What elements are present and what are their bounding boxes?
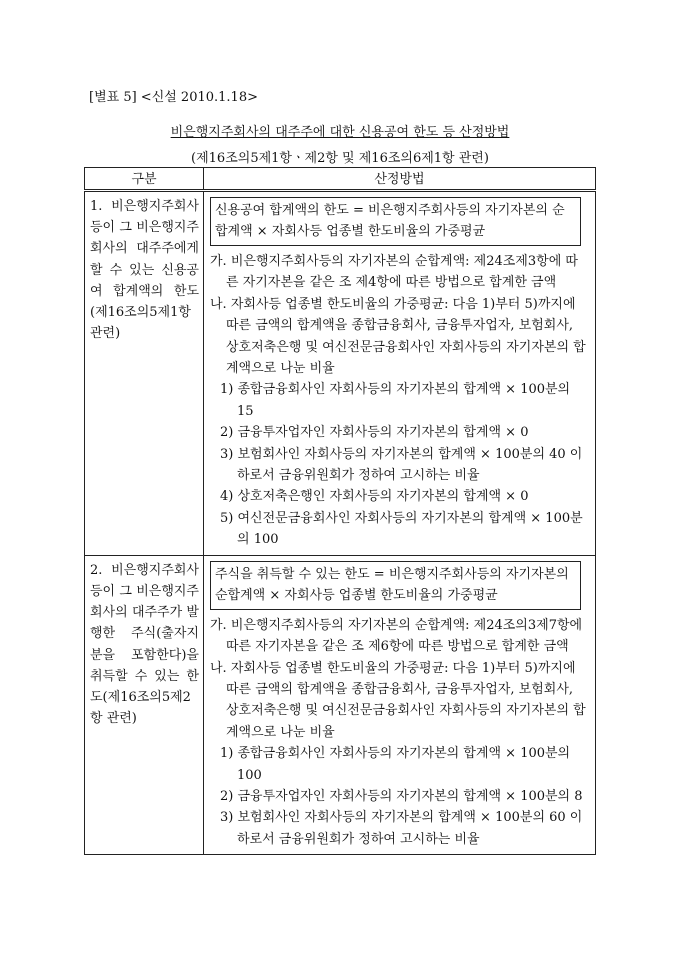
row-category: 2. 비은행지주회사등이 그 비은행지주회사의 대주주가 발행한 주식(출자지분을 포함한다)을 취득할 수 있는 한도(제16조의5제2항 관련) [85,555,204,854]
list-item: 3) 보험회사인 자회사등의 자기자본의 합계액 × 100분의 40 이하로서 금융위원회가 정하여 고시하는 비율 [220,446,583,484]
list-item: 가. 비은행지주회사등의 자기자본의 순합계액: 제24조의3제7항에 따른 자기자본을 같은 조 제6항에 따른 방법으로 합계한 금액 [210,617,583,655]
list-item: 2) 금융투자업자인 자회사등의 자기자본의 합계액 × 100분의 8 [220,788,583,804]
column-header-category: 구분 [85,168,204,191]
row-category: 1. 비은행지주회사등이 그 비은행지주회사의 대주주에게 할 수 있는 신용공여 합계액의 한도(제16조의5제1항 관련) [85,191,204,556]
list-item: 5) 여신전문금융회사인 자회사등의 자기자본의 합계액 × 100분의 100 [220,510,583,548]
list-item: 가. 비은행지주회사등의 자기자본의 순합계액: 제24조제3항에 따른 자기자본을 같은 조 제4항에 따른 방법으로 합계한 금액 [210,254,578,291]
list-item: 1) 종합금융회사인 자회사등의 자기자본의 합계액 × 100분의 100 [220,746,571,783]
table-row [85,555,596,854]
table-header-row [85,168,596,191]
column-header-method: 산정방법 [204,168,596,191]
list-item: 3) 보험회사인 자회사등의 자기자본의 합계액 × 100분의 60 이하로서 금융위원회가 정하여 고시하는 비율 [220,810,583,847]
list-item: 1) 종합금융회사인 자회사등의 자기자본의 합계액 × 100분의 15 [220,382,571,419]
list-item: 나. 자회사등 업종별 한도비율의 가중평균: 다음 1)부터 5)까지에 따른 금액의 합계액을 종합금융회사, 금융투자업자, 보험회사, 상호저축은행 및 여신전문금융회사인 자회사등의 자기자본의 합계액으로 나눈 비율 [210,296,586,377]
document-subtitle: (제16조의5제1항ㆍ제2항 및 제16조의6제1항 관련) [191,151,489,166]
document-title: 비은행지주회사의 대주주에 대한 신용공여 한도 등 산정방법 [170,125,510,140]
formula-box: 주식을 취득할 수 있는 한도 = 비은행지주회사등의 자기자본의 순합계액 × 자회사등 업종별 한도비율의 가중평균 [210,561,581,610]
annex-label: [별표 5] <신설 2010.1.18> [89,90,258,105]
row-method [204,555,596,854]
list-item: 4) 상호저축은행인 자회사등의 자기자본의 합계액 × 0 [220,489,529,505]
list-item: 나. 자회사등 업종별 한도비율의 가중평균: 다음 1)부터 5)까지에 따른 금액의 합계액을 종합금융회사, 금융투자업자, 보험회사, 상호저축은행 및 여신전문금융회사인 자회사등의 자기자본의 합계액으로 나눈 비율 [210,660,586,740]
row-method [204,191,596,556]
list-item: 2) 금융투자업자인 자회사등의 자기자본의 합계액 × 0 [220,425,529,441]
formula-box: 신용공여 합계액의 한도 = 비은행지주회사등의 자기자본의 순합계액 × 자회사등 업종별 한도비율의 가중평균 [210,197,581,246]
calculation-table [84,167,596,855]
table-row [85,191,596,556]
